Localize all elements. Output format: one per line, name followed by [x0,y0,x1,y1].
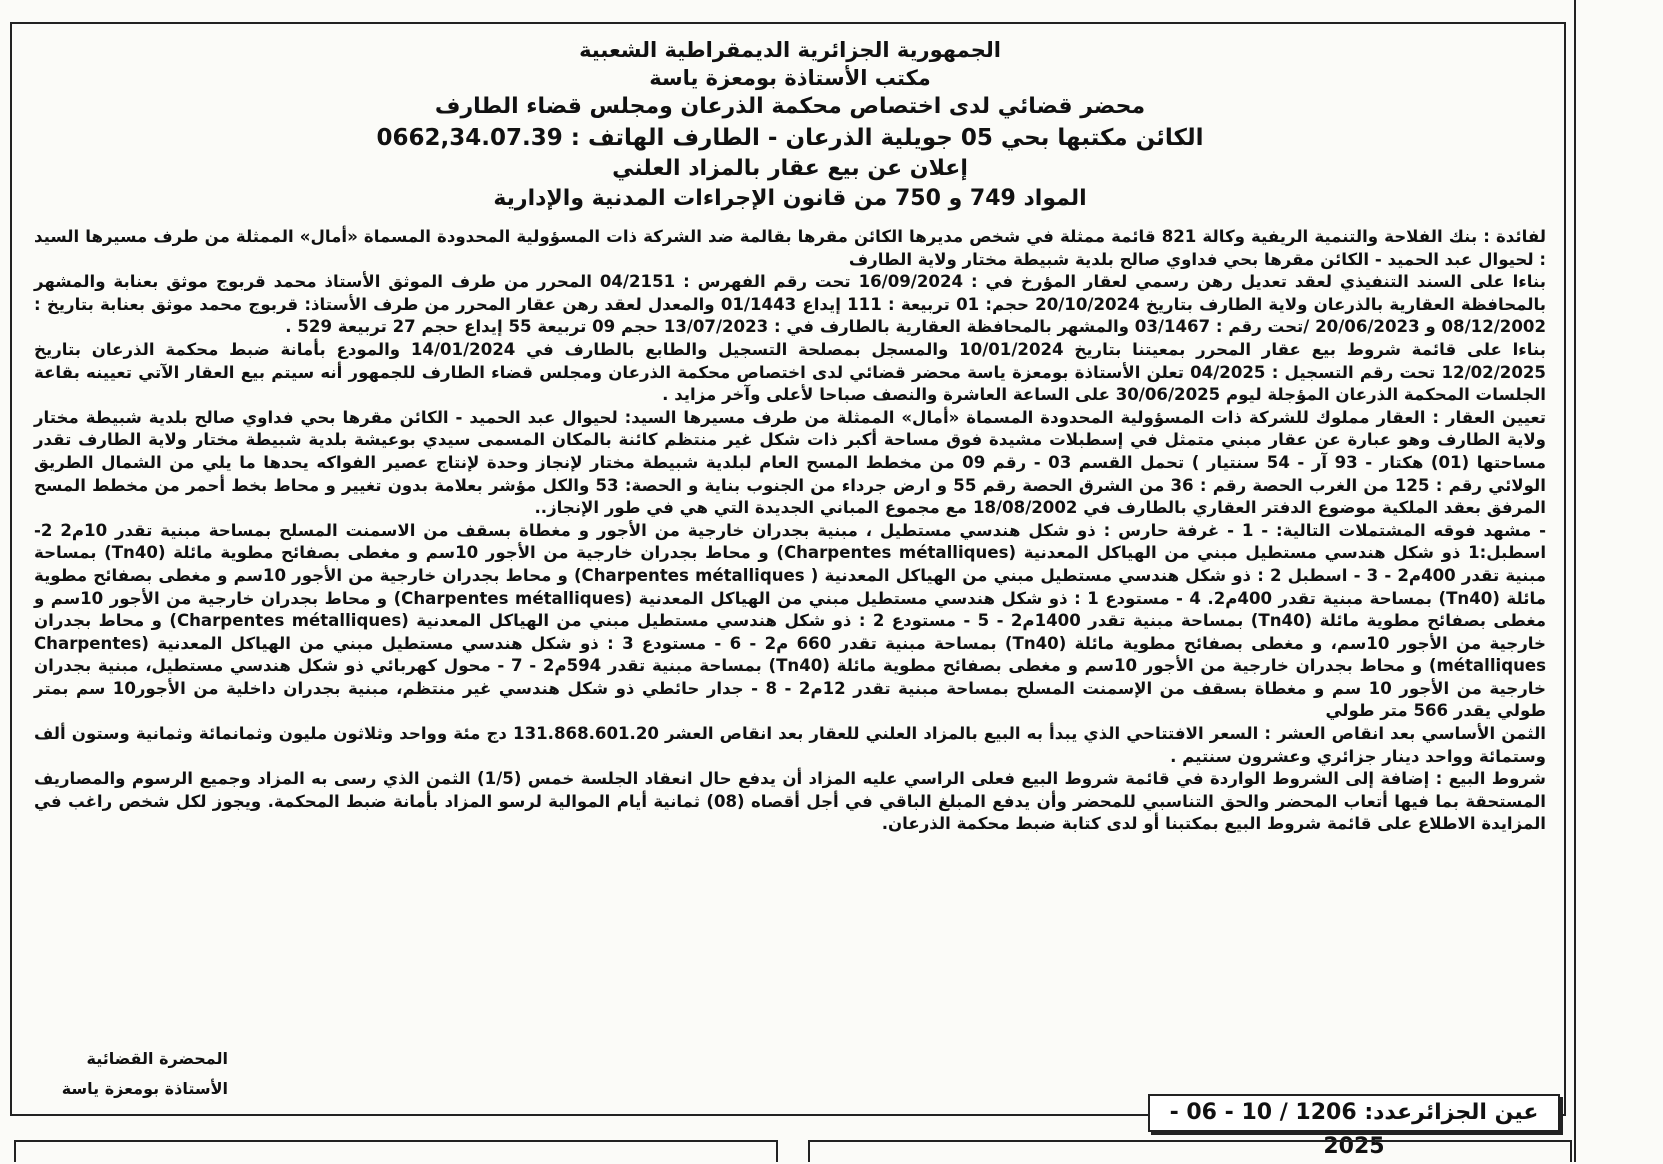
signature-title: المحضرة القضائية [86,1049,228,1068]
paragraph-base-price: الثمن الأساسي بعد انقاص العشر : السعر الافتتاحي الذي يبدأ به البيع بالمزاد العلني للعقار بعد انقاص العشر 131.868.601.20 دج مئة وواحد وثلاثون مليون وثمانمائة وثمانية وستون ألف وستمائة وواحد دينار جزائري وعشرون سنتيم . [34,724,1546,766]
paragraph-enforcement-title: بناءا على السند التنفيذي لعقد تعديل رهن رسمي لعقار المؤرخ في : 16/09/2024 تحت رقم الفهرس : 04/2151 المحرر من طرف الموثق الأستاذ محمد قربوج موثق بعنابة والمشهر بالمحافظة العقارية بالذرعان ولاية الطارف بتاريخ 20/10/2024 حجم: 01 تربيعة : 111 إيداع 01/1443 والمعدل لعقد رهن عقار المحرر من طرف الأستاذ: قربوج محمد موثق بعنابة بتاريخ : 08/12/2002 و 20/06/2023 /تحت رقم : 03/1467 والمشهر بالمحافظة العقارية بالطارف في : 13/07/2023 حجم 09 تربيعة 55 إيداع حجم 27 تربيعة 529 . [34,272,1547,337]
header-bailiff: محضر قضائي لدى اختصاص محكمة الذرعان ومجلس قضاء الطارف [434,94,1146,119]
next-ad-frame-right [808,1140,1572,1162]
paragraph-sale-terms: شروط البيع : إضافة إلى الشروط الواردة في قائمة شروط البيع فعلى الراسي عليه المزاد أن يدفع حال انعقاد الجلسة خمس (1/5) الثمن الذي رسى به المزاد وجميع الرسوم والمصاريف المستحقة بما فيها أتعاب المحضر والحق التناسبي للمحضر وأن يدفع المبلغ الباقي في أجل أقصاه (08) ثمانية أيام الموالية لرسو المزاد بأمانة ضبط المحكمة. ويجوز لكل شخص راغب في المزايدة الاطلاع على قائمة شروط البيع بمكتبنا أو لدى كتابة ضبط محكمة الذرعان. [34,769,1546,834]
header-republic: الجمهورية الجزائرية الديمقراطية الشعبية [579,38,1001,62]
publication-reference: عين الجزائرعدد: 1206 / 10 - 06 - 2025 [1148,1094,1560,1132]
paragraph-property-designation: تعيين العقار : العقار مملوك للشركة ذات المسؤولية المحدودة المسماة «أمال» الممثلة من طرف مسيرها السيد: لحيوال عبد الحميد - الكائن مقرها بحي فداوي صالح بلدية شبيطة مختار ولاية الطارف وهو عبارة عن عقار مبني متمثل في إسطبلات مشيدة فوق مساحة أكبر ذات شكل غير منتظم كائنة بالمكان المسمى سيدي بوعيشة بلدية شبيطة مختار ولاية الطارف تقدر مساحتها (01) هكتار - 93 آر - 54 سنتيار ) تحمل القسم 03 - رقم 09 من مخطط المسح العام لبلدية شبيطة مختار لإنجاز وحدة لإنتاج عصير الفواكه يحدها ما يلي من الشمال الطريق الولائي رقم : 125 من الغرب الحصة رقم : 36 من الشرق الحصة رقم 55 و ارض جرداء من الجنوب بناية و الحصة: 53 والكل مؤشر بعلامة بدون تغيير و محاط بخط أحمر من مخطط المسح المرفق بعقد الملكية موضوع الدفتر العقاري بالطارف في 18/08/2002 مع مجموع المباني الجديدة التي هي في طور الإنجاز.. [34,407,1546,518]
signature-block [28,1044,228,1104]
header-office: مكتب الأستاذة بومعزة ياسة [649,66,931,90]
header-articles: المواد 749 و 750 من قانون الإجراءات المدنية والإدارية [493,186,1087,211]
header-title: إعلان عن بيع عقار بالمزاد العلني [612,156,968,181]
paragraph-beneficiary: لفائدة : بنك الفلاحة والتنمية الريفية وكالة 821 قائمة ممثلة في شخص مديرها الكائن مقرها بقالمة ضد الشركة ذات المسؤولية المحدودة المسماة «أمال» الممثلة من طرف مسيرها السيد : لحيوال عبد الحميد - الكائن مقرها بحي فداوي صالح بلدية شبيطة مختار ولاية الطارف [34,227,1546,269]
header-address: الكائن مكتبها بحي 05 جويلية الذرعان - الطارف الهاتف : 0662,34.07.39 [376,125,1204,151]
paragraph-property-components: - مشهد فوقه المشتملات التالية: - 1 - غرفة حارس : ذو شكل هندسي مستطيل ، مبنية بجدران خارجية من الأجور و مغطاة بسقف من الاسمنت المسلح بمساحة مبنية تقدر 10م2 2- اسطبل:1 ذو شكل هندسي مستطيل مبني من الهياكل المعدنية (Charpentes métalliques) و محاط بجدران خارجية من الأجور 10سم و مغطى بصفائح مطوية مائلة (Tn40) بمساحة مبنية تقدر 400م2 - 3 - اسطبل 2 : ذو شكل هندسي مستطيل مبني من الهياكل المعدنية ( Charpentes métalliques) و محاط بجدران خارجية من الأجور 10سم و مغطى بصفائح مطوية مائلة (Tn40) بمساحة مبنية تقدر 400م2. 4 - مستودع 1 : ذو شكل هندسي مستطيل مبني من الهياكل المعدنية (Charpentes métalliques) و محاط بجدران خارجية من الأجور 10سم و مغطى بصفائح مطوية مائلة (Tn40) بمساحة مبنية تقدر 1400م2 - 5 - مستودع 2 : ذو شكل هندسي مستطيل مبني من الهياكل المعدنية (Charpentes métalliques) و محاط بجدران خارجية من الأجور 10سم، و مغطى بصفائح مطوية مائلة (Tn40) بمساحة مبنية تقدر 660 م2 - 6 - مستودع 3 : ذو شكل هندسي مستطيل مبني من الهياكل المعدنية (Charpentes métalliques) و محاط بجدران خارجية من الأجور 10سم و مغطى بصفائح مطوية مائلة (Tn40) بمساحة مبنية تقدر 594م2 - 7 - محول كهربائي ذو شكل هندسي مستطيل، مبنية بجدران خارجية من الأجور 10 سم و مغطاة بسقف من الإسمنت المسلح بمساحة مبنية تقدر 12م2 - 8 - جدار حائطي ذو شكل هندسي غير منتظم، مبنية بجدران داخلية من الأجور10 سم بمتر طولي يقدر 566 متر طولي [34,520,1547,721]
announcement [12,22,1566,1120]
announcement-header [34,36,1546,214]
column-rule [1574,0,1576,1162]
announcement-body [34,226,1546,836]
next-ad-frame-left [14,1140,778,1162]
paragraph-sale-conditions-list: بناءا على قائمة شروط بيع عقار المحرر بمعيتنا بتاريخ 10/01/2024 والمسجل بمصلحة التسجيل والطابع بالطارف في 14/01/2024 والمودع بأمانة ضبط محكمة الذرعان بتاريخ 12/02/2025 تحت رقم التسجيل : 04/2025 تعلن الأستاذة بومعزة ياسة محضر قضائي لدى اختصاص محكمة الذرعان ومجلس قضاء الطارف للجمهور أنه سيتم بيع العقار الآتي تعيينه بقاعة الجلسات المحكمة الذرعان المؤجلة ليوم 30/06/2025 على الساعة العاشرة والنصف صباحا لأعلى وآخر مزايد . [34,339,1547,405]
signature-name: الأستاذة بومعزة ياسة [61,1079,228,1098]
